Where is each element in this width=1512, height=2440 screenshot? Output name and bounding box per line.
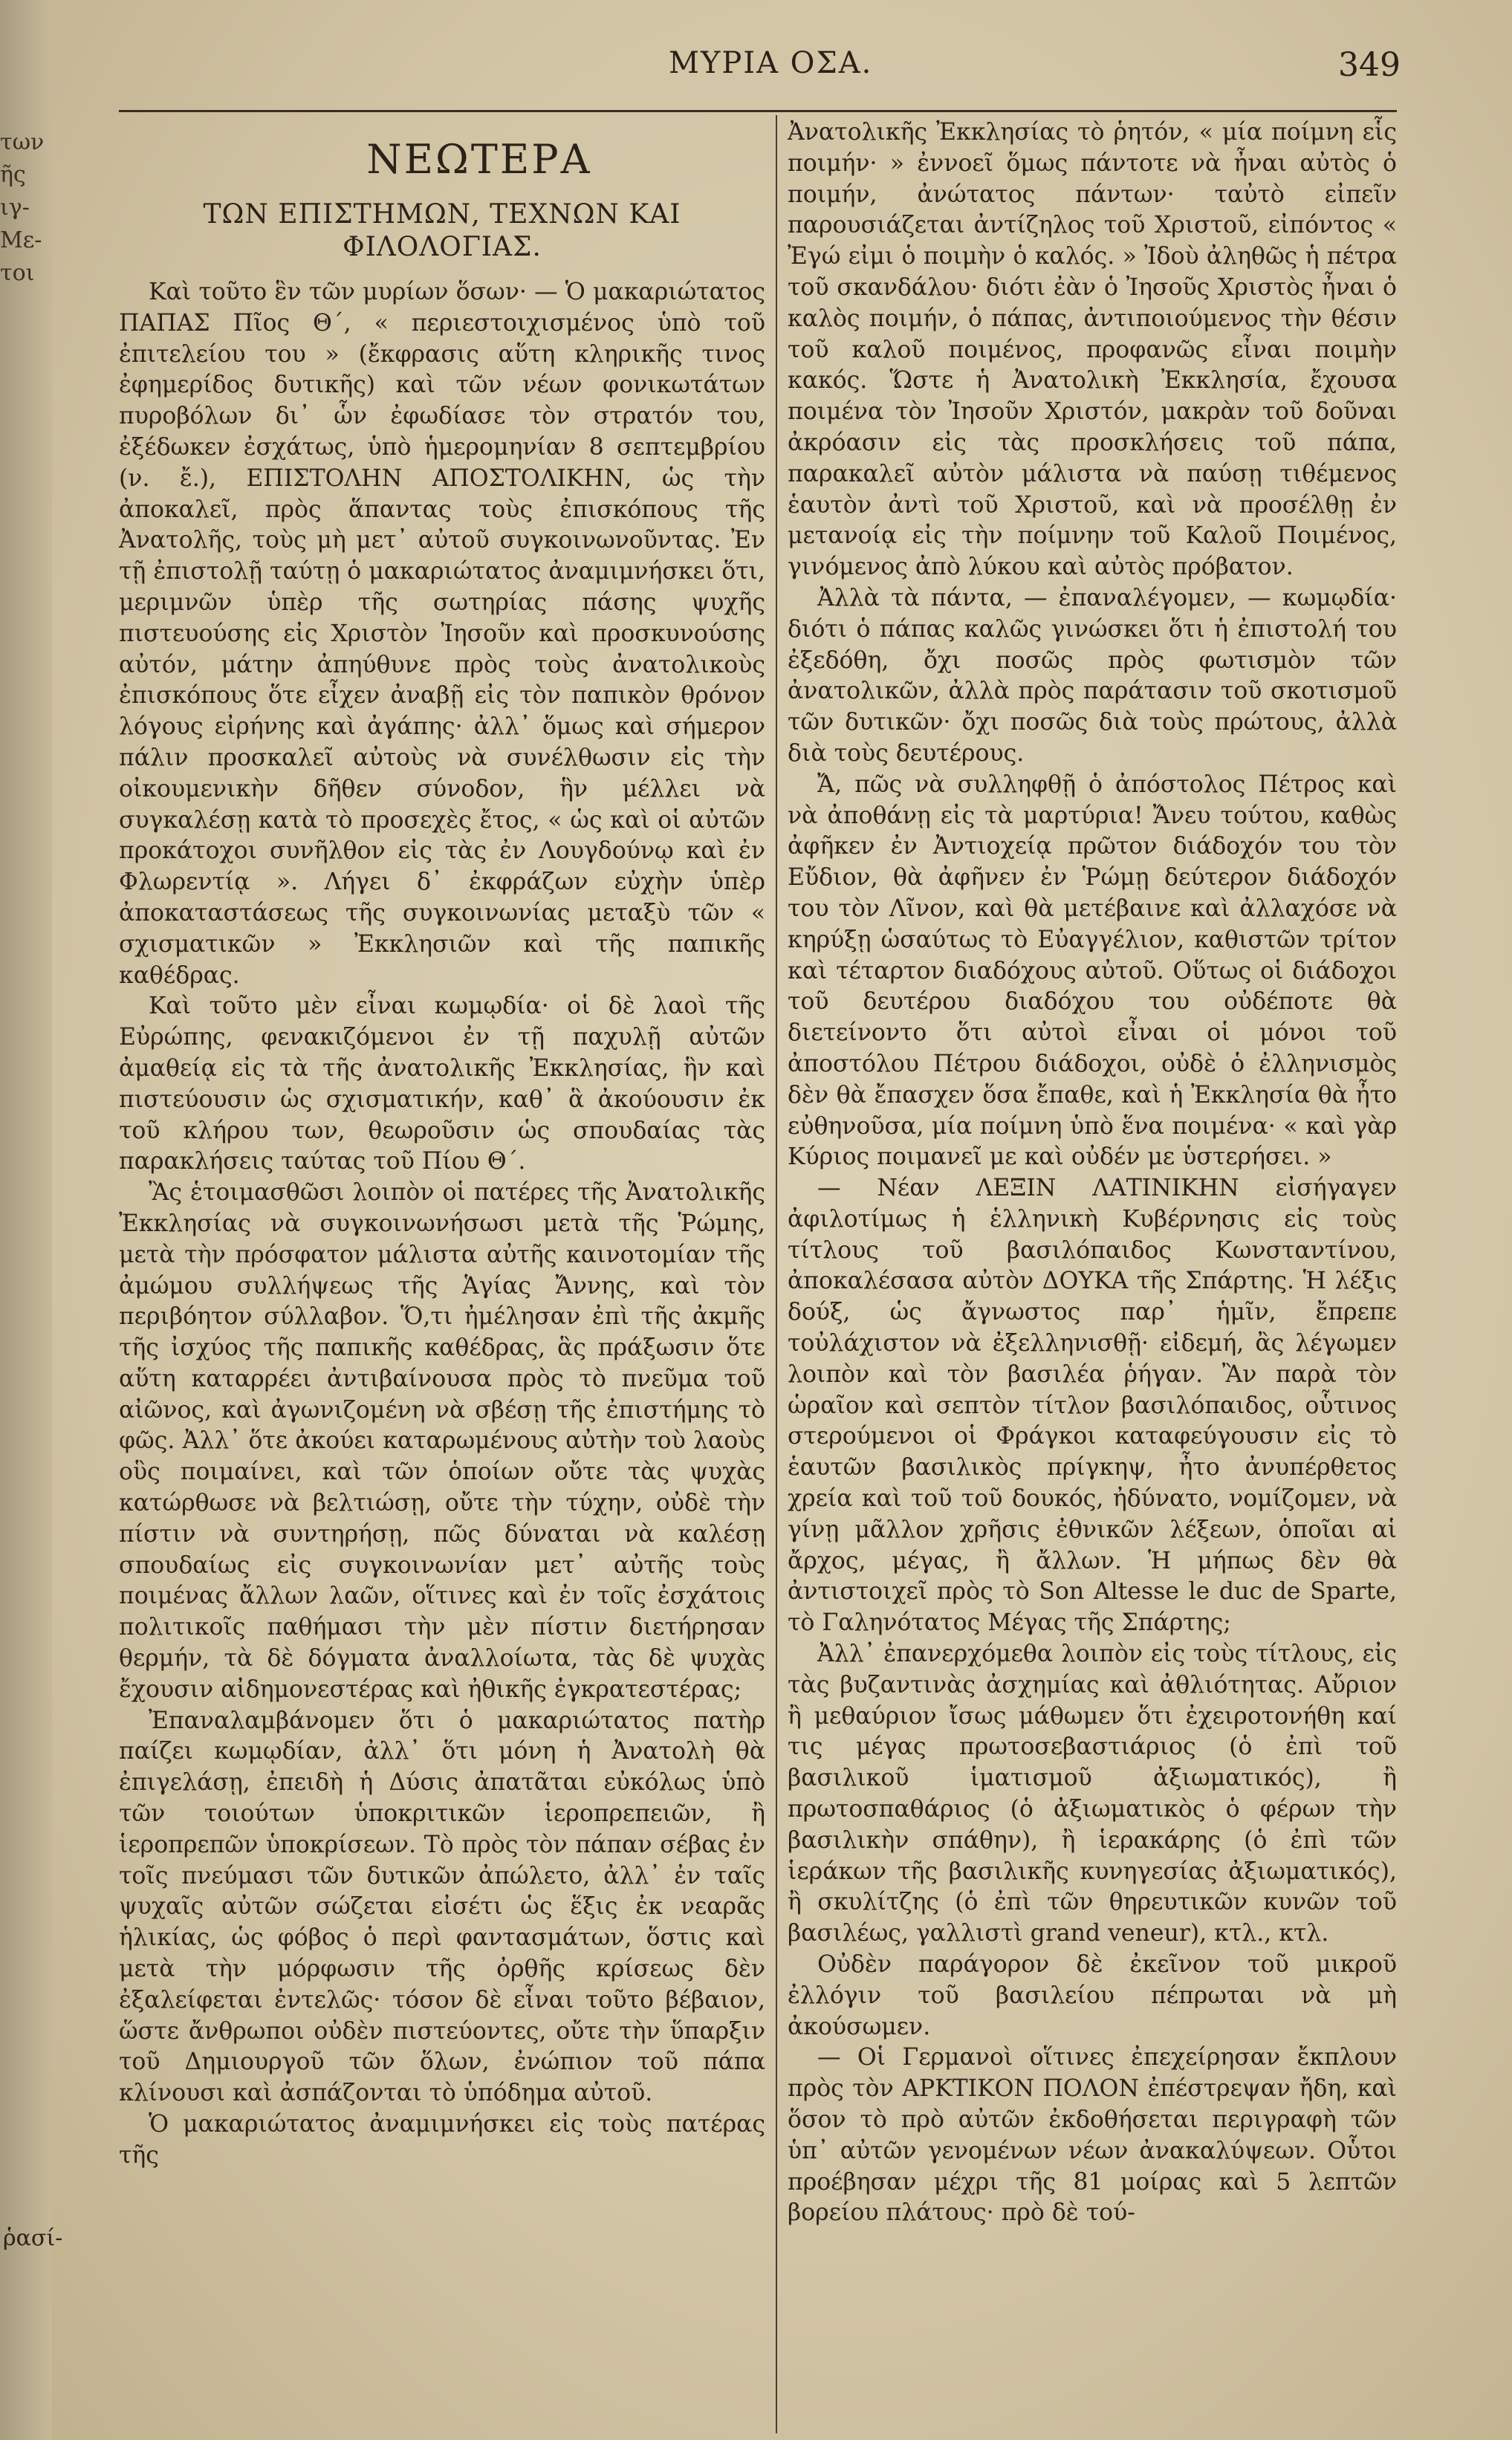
edge-fragment: Με- xyxy=(0,227,42,253)
right-column xyxy=(788,117,1397,2229)
article-paragraph: Ἄ, πῶς νὰ συλληφθῇ ὁ ἀπόστολος Πέτρος καὶ νὰ ἀποθάνῃ εἰς τὰ μαρτύρια! Ἄνευ τούτου, καθὼς ἀφῆκεν ἐν Ἀντιοχείᾳ πρῶτον διάδοχόν του τὸν Εὔδιον, θὰ ἀφῆνεν ἐν Ῥώμῃ δεύτερον διάδοχόν του τὸν Λῖνον, καὶ θὰ μετέβαινε καὶ ἀλλαχόσε νὰ κηρύξῃ ὡσαύτως τὸ Εὐαγγέλιον, καθιστῶν τρίτον καὶ τέταρτον διαδόχους αὐτοῦ. Οὕτως οἱ διάδοχοι τοῦ δευτέρου διαδόχου του οὐδέποτε θὰ διετείνοντο ὅτι αὐτοὶ εἶναι οἱ μόνοι τοῦ ἀποστόλου Πέτρου διάδοχοι, οὐδὲ ὁ ἐλληνισμὸς δὲν θὰ ἔπασχεν ὅσα ἔπαθε, καὶ ἡ Ἐκκλησία θὰ ἦτο εὐθηνοῦσα, μία ποίμνη ὑπὸ ἕνα ποιμένα· « καὶ γὰρ Κύριος ποιμανεῖ με καὶ οὐδέν με ὑστερήσει. » xyxy=(788,770,1397,1171)
edge-fragment: ῆς xyxy=(0,162,26,188)
page-header xyxy=(104,46,1401,88)
edge-fragment: τοι xyxy=(0,260,35,286)
article-paragraph: Ἀνατολικῆς Ἐκκλησίας τὸ ῥητόν, « μία ποίμνη εἷς ποιμήν· » ἐννοεῖ ὅμως πάντοτε νὰ ἦναι αὐτὸς ὁ ποιμήν, ἀνώτατος πάντων· ταὐτὸ εἰπεῖν παρουσιάζεται ἀντίζηλος τοῦ Χριστοῦ, εἰπόντος « Ἐγώ εἰμι ὁ ποιμὴν ὁ καλός. » Ἰδοὺ ἀληθῶς ἡ πέτρα τοῦ σκανδάλου· διότι ἐὰν ὁ Ἰησοῦς Χριστὸς ἦναι ὁ καλὸς ποιμήν, ὁ πάπας, ἀντιποιούμενος τὴν θέσιν τοῦ καλοῦ ποιμένος, προφανῶς εἶναι ποιμὴν κακός. Ὥστε ἡ Ἀνατολικὴ Ἐκκλησία, ἔχουσα ποιμένα τὸν Ἰησοῦν Χριστόν, μακρὰν τοῦ δοῦναι ἀκρόασιν εἰς τὰς προσκλήσεις τοῦ πάπα, παρακαλεῖ αὐτὸν μάλιστα νὰ παύσῃ τιθέμενος ἑαυτὸν ἀντὶ τοῦ Χριστοῦ, καὶ νὰ προσέλθῃ ἐν μετανοίᾳ εἰς τὴν ποίμνην τοῦ Καλοῦ Ποιμένος, γινόμενος ἀπὸ λύκου καὶ αὐτὸς πρόβατον. xyxy=(788,119,1397,581)
adjacent-page-text xyxy=(0,126,45,290)
header-rule xyxy=(119,110,1397,112)
article-paragraph: Οὐδὲν παράγορον δὲ ἐκεῖνον τοῦ μικροῦ ἐλλόγιν τοῦ βασιλείου πέπρωται νὰ μὴ ἀκούσωμεν. xyxy=(788,1951,1397,2040)
article-paragraph: Ἀλλ᾽ ἐπανερχόμεθα λοιπὸν εἰς τοὺς τίτλους, εἰς τὰς βυζαντινὰς ἀσχημίας καὶ ἀθλιότητας. Αὔριον ἢ μεθαύριον ἴσως μάθωμεν ὅτι ἐχειροτονήθη καί τις μέγας πρωτοσεβαστιάριος (ὁ ἐπὶ τοῦ βασιλικοῦ ἱματισμοῦ ἀξιωματικός), ἢ πρωτοσπαθάριος (ὁ ἀξιωματικὸς ὁ φέρων τὴν βασιλικὴν σπάθην), ἢ ἱερακάρης (ὁ ἐπὶ τῶν ἱεράκων τῆς βασιλικῆς κυνηγεσίας ἀξιωματικός), ἢ σκυλίτζης (ὁ ἐπὶ τῶν θηρευτικῶν κυνῶν τοῦ βασιλέως, γαλλιστὶ grand veneur), κτλ., κτλ. xyxy=(788,1641,1397,1947)
article-paragraph: Καὶ τοῦτο μὲν εἶναι κωμῳδία· οἱ δὲ λαοὶ τῆς Εὐρώπης, φενακιζόμενοι ἐν τῇ παχυλῇ αὐτῶν ἀμαθείᾳ εἰς τὰ τῆς ἀνατολικῆς Ἐκκλησίας, ἣν καὶ πιστεύουσιν ὡς σχισματικήν, καθ᾽ ἃ ἀκούουσιν ἐκ τοῦ κλήρου των, θεωροῦσιν ὡς σπουδαίας τὰς παρακλήσεις ταύτας τοῦ Πίου Θ΄. xyxy=(119,993,765,1175)
article-paragraph: Ἐπαναλαμβάνομεν ὅτι ὁ μακαριώτατος πατὴρ παίζει κωμῳδίαν, ἀλλ᾽ ὅτι μόνη ἡ Ἀνατολὴ θὰ ἐπιγελάσῃ, ἐπειδὴ ἡ Δύσις ἀπατᾶται εὐκόλως ὑπὸ τῶν τοιούτων ὑποκριτικῶν ἱεροπρεπειῶν, ἢ ἱεροπρεπῶν ὑποκρίσεων. Τὸ πρὸς τὸν πάπαν σέβας ἐν τοῖς πνεύμασι τῶν δυτικῶν ἀπώλετο, ἀλλ᾽ ἐν ταῖς ψυχαῖς αὐτῶν σώζεται εἰσέτι ὡς ἕξις ἐκ νεαρᾶς ἡλικίας, ὡς φόβος ὁ περὶ φαντασμάτων, ὅστις καὶ μετὰ τὴν μόρφωσιν τῆς ὀρθῆς κρίσεως δὲν ἐξαλείφεται ἐντελῶς· τόσον δὲ εἶναι τοῦτο βέβαιον, ὥστε ἄνθρωποι οὐδὲν πιστεύοντες, οὔτε τὴν ὕπαρξιν τοῦ Δημιουργοῦ τῶν ὅλων, ἐνώπιον τοῦ πάπα κλίνουσι καὶ ἀσπάζονται τὸ ὑπόδημα αὐτοῦ. xyxy=(119,1707,765,2107)
column-divider xyxy=(776,115,777,2433)
left-column xyxy=(119,137,765,2172)
article-paragraph: — Νέαν ΛΕΞΙΝ ΛΑΤΙΝΙΚΗΝ εἰσήγαγεν ἀφιλοτίμως ἡ ἑλληνικὴ Κυβέρνησις εἰς τοὺς τίτλους τοῦ βασιλόπαιδος Κωνσταντίνου, ἀποκαλέσασα αὐτὸν ΔΟΥΚΑ τῆς Σπάρτης. Ἡ λέξις δούξ, ὡς ἄγνωστος παρ᾽ ἡμῖν, ἔπρεπε τοὐλάχιστον νὰ ἐξελληνισθῇ· εἰδεμή, ἂς λέγωμεν λοιπὸν καὶ τὸν βασιλέα ῥήγαν. Ἂν παρὰ τὸν ὡραῖον καὶ σεπτὸν τίτλον βασιλόπαιδος, οὗτινος στερούμενοι οἱ Φράγκοι καταφεύγουσιν εἰς τὸ ἑαυτῶν βασιλικὸς πρίγκηψ, ἦτο ἀνυπέρθετος χρεία καὶ τοῦ τοῦ δουκός, ἠδύνατο, νομίζομεν, νὰ γίνῃ μᾶλλον χρῆσις ἐθνικῶν λέξεων, ὁποῖαι αἱ ἄρχος, μέγας, ἢ ἄλλων. Ἡ μήπως δὲν θὰ ἀντιστοιχεῖ πρὸς τὸ Son Altesse le duc de Sparte, τὸ Γαληνότατος Μέγας τῆς Σπάρτης; xyxy=(788,1175,1397,1637)
section-title: ΝΕΩΤΕΡΑ xyxy=(366,136,592,183)
adjacent-page-edge xyxy=(0,0,63,2440)
edge-fragment: των xyxy=(0,129,45,155)
page-number: 349 xyxy=(1338,46,1401,84)
edge-fragment: ιγ- xyxy=(0,195,30,221)
edge-fragment-bottom: ῥασί- xyxy=(3,2225,63,2251)
running-title: ΜΥΡΙΑ ΟΣΑ. xyxy=(669,46,873,80)
article-paragraph: — Οἱ Γερμανοὶ οἵτινες ἐπεχείρησαν ἔκπλουν πρὸς τὸν ΑΡΚΤΙΚΟΝ ΠΟΛΟΝ ἐπέστρεψαν ἤδη, καὶ ὅσον τὸ πρὸ αὐτῶν ἐκδοθήσεται περιγραφὴ τῶν ὑπ᾽ αὐτῶν γενομένων νέων ἀνακαλύψεων. Οὗτοι προέβησαν μέχρι τῆς 81 μοίρας καὶ 5 λεπτῶν βορείου πλάτους· πρὸ δὲ τού- xyxy=(788,2044,1397,2227)
section-subtitle: ΤΩΝ ΕΠΙΣΤΗΜΩΝ, ΤΕΧΝΩΝ ΚΑΙ ΦΙΛΟΛΟΓΙΑΣ. xyxy=(203,199,681,262)
article-paragraph: Ἂς ἑτοιμασθῶσι λοιπὸν οἱ πατέρες τῆς Ἀνατολικῆς Ἐκκλησίας νὰ συγκοινωνήσωσι μετὰ τῆς Ῥώμης, μετὰ τὴν πρόσφατον μάλιστα αὐτῆς καινοτομίαν τῆς ἀμώμου συλλήψεως τῆς Ἁγίας Ἄννης, καὶ τὸν περιβόητον σύλλαβον. Ὅ,τι ἠμέλησαν ἐπὶ τῆς ἀκμῆς τῆς ἰσχύος τῆς παπικῆς καθέδρας, ἃς πράξωσιν ὅτε αὕτη καταρρέει ἀντιβαίνουσα πρὸς τὸ πνεῦμα τοῦ αἰῶνος, καὶ ἀγωνιζομένη νὰ σβέσῃ τῆς ἐπιστήμης τὸ φῶς. Ἀλλ᾽ ὅτε ἀκούει καταρωμένους αὐτὴν τοὺ λαοὺς οὓς ποιμαίνει, καὶ τῶν ὁποίων οὔτε τὰς ψυχὰς κατώρθωσε νὰ βελτιώσῃ, οὔτε τὴν τύχην, οὐδὲ τὴν πίστιν νὰ συντηρήσῃ, πῶς δύναται νὰ καλέσῃ σπουδαίως εἰς συγκοινωνίαν μετ᾽ αὐτῆς τοὺς ποιμένας ἄλλων λαῶν, οἵτινες καὶ ἐν τοῖς ἐσχάτοις πολιτικοῖς παθήμασι τὴν μὲν πίστιν διετήρησαν θερμήν, τὰ δὲ δόγματα ἀναλλοίωτα, τὰς δὲ ψυχὰς ἔχουσιν αἰδημονεστέρας καὶ ἠθικῆς ἐγκρατεστέρας; xyxy=(119,1179,765,1703)
article-paragraph: Ὁ μακαριώτατος ἀναμιμνήσκει εἰς τοὺς πατέρας τῆς xyxy=(119,2111,765,2169)
article-paragraph: Καὶ τοῦτο ἓν τῶν μυρίων ὅσων· — Ὁ μακαριώτατος ΠΑΠΑΣ Πῖος Θ΄, « περιεστοιχισμένος ὑπὸ τοῦ ἐπιτελείου του » (ἔκφρασις αὕτη κληρικῆς τινος ἐφημερίδος δυτικῆς) καὶ τῶν νέων φονικωτάτων πυροβόλων δι᾽ ὧν ἐφωδίασε τὸν στρατόν του, ἐξέδωκεν ἐσχάτως, ὑπὸ ἡμερομηνίαν 8 σεπτεμβρίου (ν. ἔ.), ΕΠΙΣΤΟΛΗΝ ΑΠΟΣΤΟΛΙΚΗΝ, ὡς τὴν ἀποκαλεῖ, πρὸς ἅπαντας τοὺς ἐπισκόπους τῆς Ἀνατολῆς, τοὺς μὴ μετ᾽ αὐτοῦ συγκοινωνοῦντας. Ἐν τῇ ἐπιστολῇ ταύτῃ ὁ μακαριώτατος ἀναμιμνήσκει ὅτι, μεριμνῶν ὑπὲρ τῆς σωτηρίας πάσης ψυχῆς πιστευούσης εἰς Χριστὸν Ἰησοῦν καὶ προσκυνούσης αὐτόν, μάτην ἀπηύθυνε πρὸς τοὺς ἀνατολικοὺς ἐπισκόπους ὅτε εἶχεν ἀναβῇ εἰς τὸν παπικὸν θρόνον λόγους εἰρήνης καὶ ἀγάπης· ἀλλ᾽ ὅμως καὶ σήμερον πάλιν προσκαλεῖ αὐτοὺς νὰ συνέλθωσιν εἰς τὴν οἰκουμενικὴν δῆθεν σύνοδον, ἣν μέλλει νὰ συγκαλέσῃ κατὰ τὸ προσεχὲς ἔτος, « ὡς καὶ οἱ αὐτῶν προκάτοχοι συνῆλθον εἰς τὰς ἐν Λουγδούνῳ καὶ ἐν Φλωρεντίᾳ ». Λήγει δ᾽ ἐκφράζων εὐχὴν ὑπὲρ ἀποκαταστάσεως τῆς συγκοινωνίας μεταξὺ τῶν « σχισματικῶν » Ἐκκλησιῶν καὶ τῆς παπικῆς καθέδρας. xyxy=(119,279,765,989)
article-paragraph: Ἀλλὰ τὰ πάντα, — ἐπαναλέγομεν, — κωμῳδία· διότι ὁ πάπας καλῶς γινώσκει ὅτι ἡ ἐπιστολή του ἐξεδόθη, ὄχι ποσῶς πρὸς φωτισμὸν τῶν ἀνατολικῶν, ἀλλὰ πρὸς παράτασιν τοῦ σκοτισμοῦ τῶν δυτικῶν· ὄχι ποσῶς διὰ τοὺς πρώτους, ἀλλὰ διὰ τοὺς δευτέρους. xyxy=(788,584,1397,767)
